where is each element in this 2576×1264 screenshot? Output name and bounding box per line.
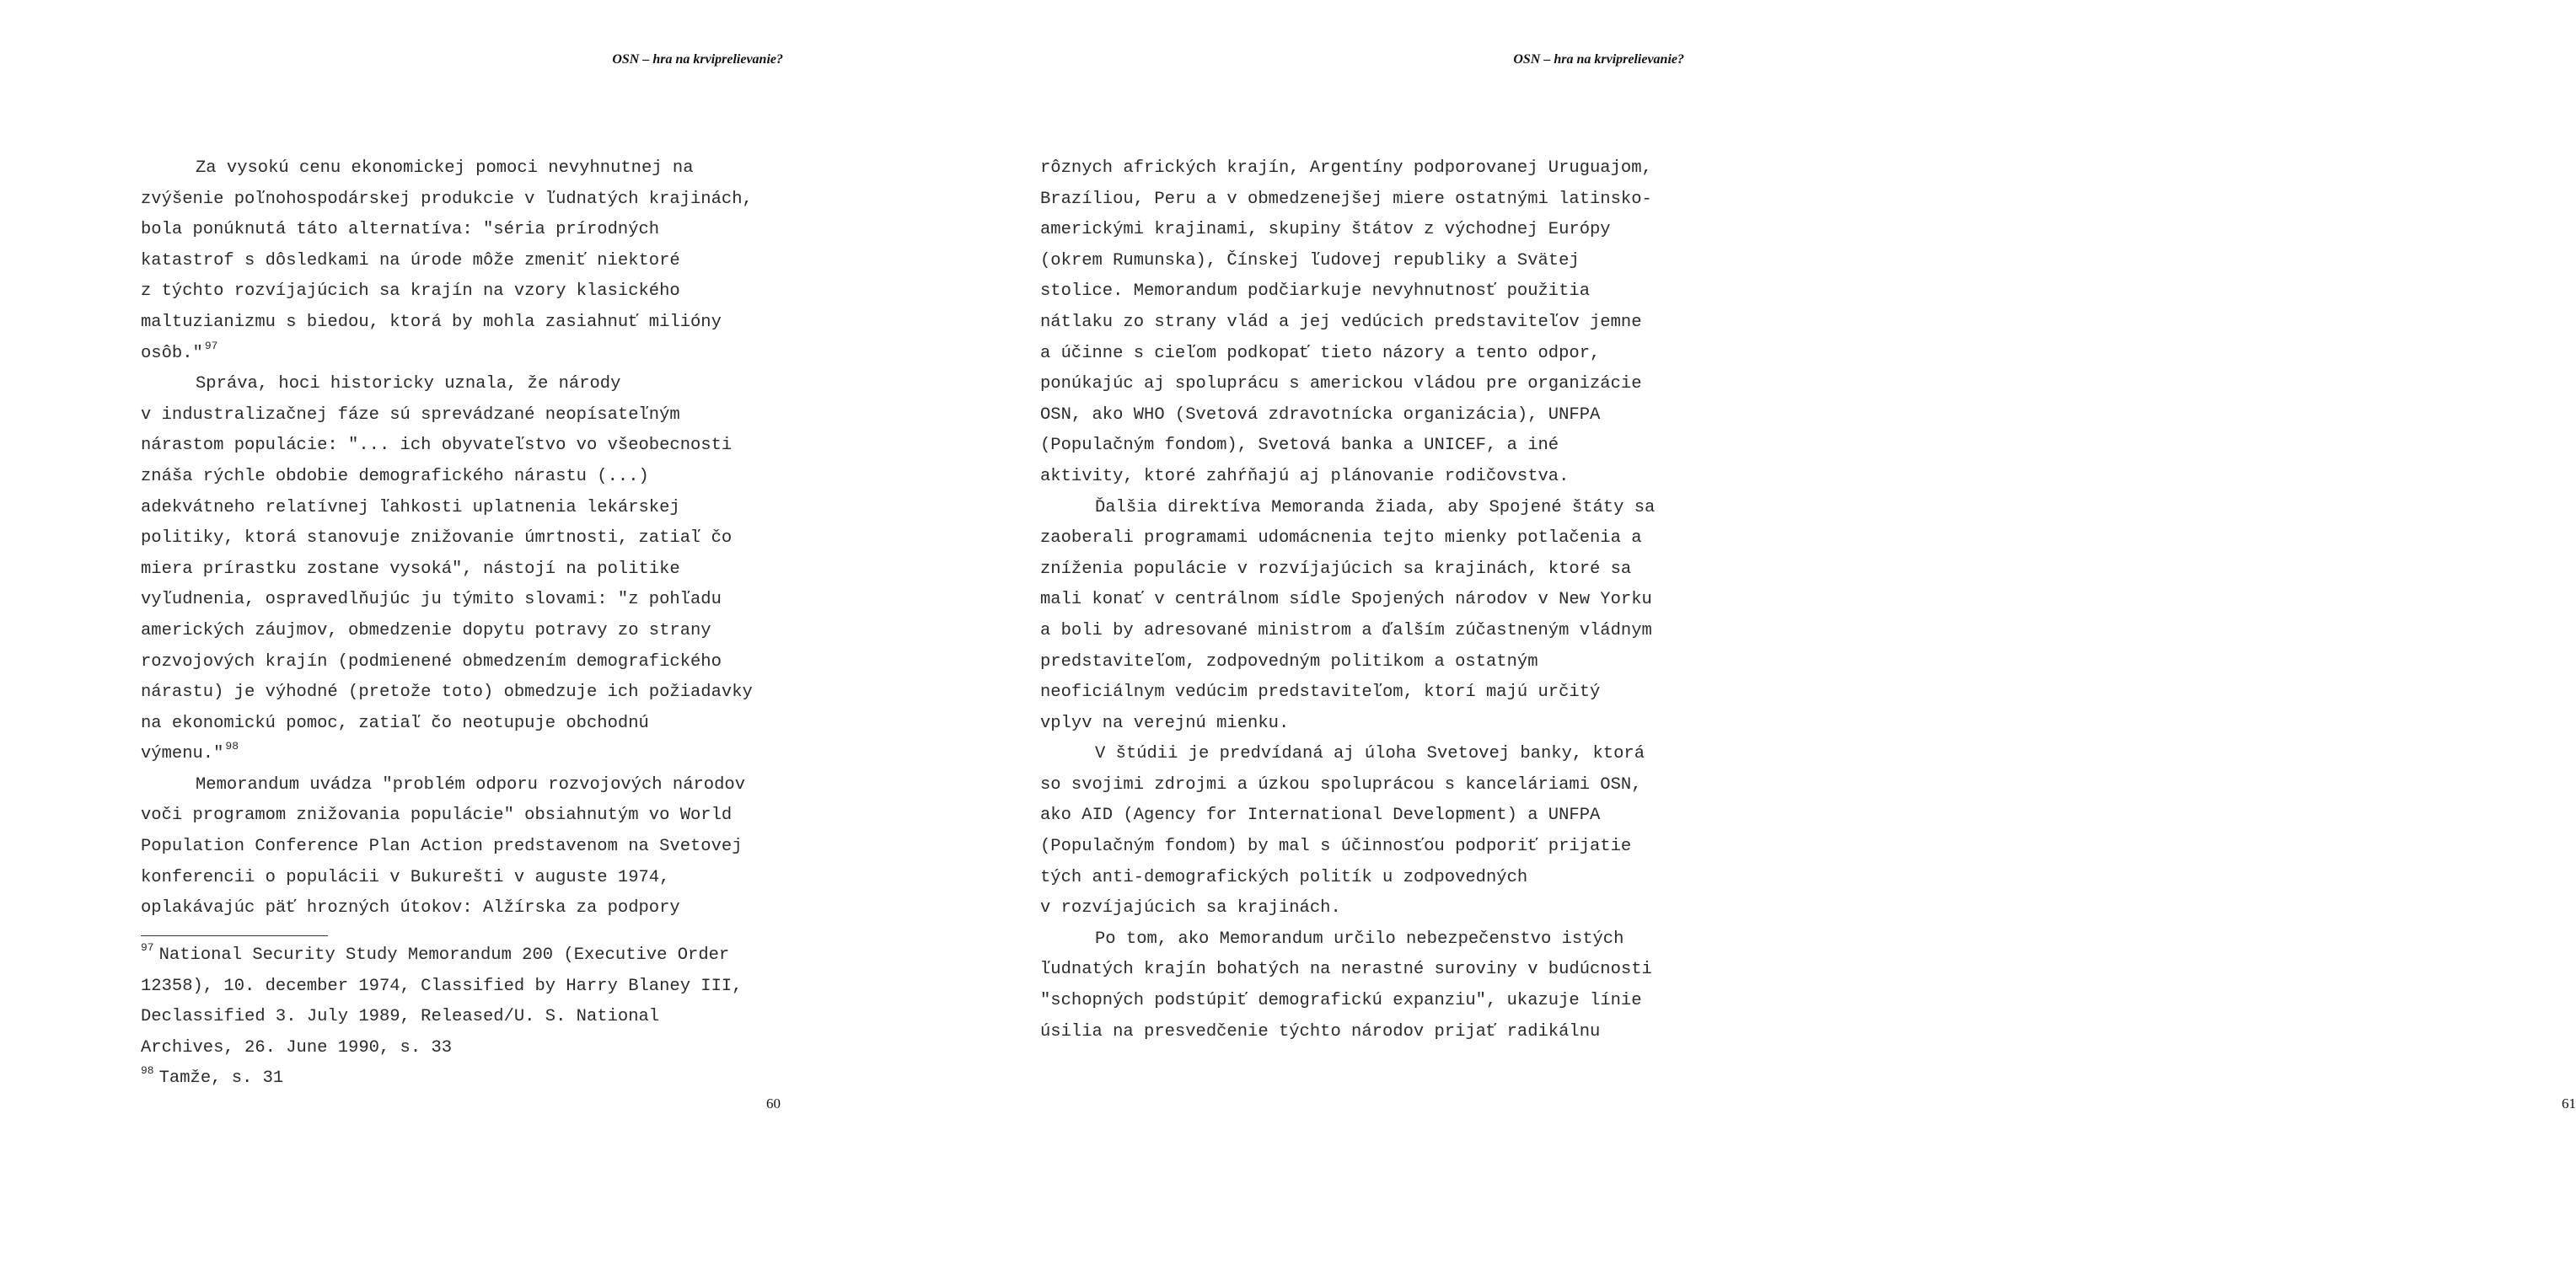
text-line (141, 276, 753, 308)
text-line-content: Memorandum uvádza "problém odporu rozvojových národov (196, 774, 746, 795)
text-line (141, 369, 753, 400)
text-line (1040, 523, 1655, 554)
text-line-content: Za vysokú cenu ekonomickej pomoci nevyhnutnej na (196, 158, 694, 178)
text-line-content: V štúdii je predvídaná aj úloha Svetovej banky, ktorá (1095, 744, 1645, 764)
footnote-separator (141, 935, 328, 936)
text-line-content: Population Conference Plan Action predstavenom na Svetovej (141, 837, 743, 857)
text-line-content: so svojimi zdrojmi a úzkou spoluprácou s kanceláriami OSN, (1040, 774, 1642, 795)
text-line-content: stolice. Memorandum podčiarkuje nevyhnutnosť použitia (1040, 281, 1591, 302)
left-page (0, 0, 894, 1264)
text-line (1040, 185, 1655, 216)
text-line-content: v rozvíjajúcich sa krajinách. (1040, 898, 1341, 919)
text-line (1040, 770, 1655, 801)
text-line-content: zníženia populácie v rozvíjajúcich sa krajinách, ktoré sa (1040, 559, 1632, 579)
text-line (141, 153, 753, 185)
text-line (141, 863, 753, 894)
text-line (141, 801, 753, 832)
text-line (141, 523, 753, 554)
text-line-content: zaoberali programami udomácnenia tejto mienky potlačenia a (1040, 528, 1642, 549)
text-line (1040, 986, 1655, 1017)
text-line (141, 709, 753, 740)
text-line (141, 647, 753, 678)
text-line-content: vplyv na verejnú mienku. (1040, 713, 1290, 733)
text-line (1040, 246, 1655, 277)
text-line-content: amerických záujmov, obmedzenie dopytu potravy zo strany (141, 620, 711, 640)
footnote-text: Declassified 3. July 1989, Released/U. S. National (141, 1007, 660, 1027)
text-line-content: z týchto rozvíjajúcich sa krajín na vzory klasického (141, 281, 680, 302)
text-line-content: americkými krajinami, skupiny štátov z východnej Európy (1040, 220, 1611, 240)
text-line (1040, 647, 1655, 678)
text-line (141, 493, 753, 524)
text-line-content: a boli by adresované ministrom a ďalším zúčastneným vládnym (1040, 620, 1652, 640)
text-line (1040, 1017, 1655, 1048)
text-line (1040, 924, 1655, 956)
text-line-content: ponúkajúc aj spoluprácu s americkou vládou pre organizácie (1040, 374, 1642, 394)
text-line-content: Ďalšia direktíva Memoranda žiada, aby Spojené štáty sa (1095, 497, 1656, 517)
text-line (1040, 369, 1655, 400)
text-line-content: nárastom populácie: "... ich obyvateľstvo vo všeobecnosti (141, 436, 733, 456)
text-line (141, 893, 753, 924)
running-head: OSN – hra na krviprelievanie? (1513, 52, 1684, 67)
text-line (141, 462, 753, 493)
footnote-text: National Security Study Memorandum 200 (Executive Order (158, 945, 730, 965)
text-line-content: nárastu) je výhodné (pretože toto) obmedzuje ich požiadavky (141, 683, 753, 703)
text-line-content: neoficiálnym vedúcim predstaviteľom, ktorí majú určitý (1040, 683, 1601, 703)
text-line-content: OSN, ako WHO (Svetová zdravotnícka organizácia), UNFPA (1040, 404, 1601, 425)
footnote-line (141, 940, 743, 972)
text-line (141, 246, 753, 277)
text-line (1040, 955, 1655, 986)
text-line (1040, 554, 1655, 586)
text-line (1040, 431, 1655, 462)
footnote-text: Archives, 26. June 1990, s. 33 (141, 1037, 453, 1058)
text-line-content: v industralizačnej fáze sú sprevádzané neopísateľným (141, 404, 680, 425)
text-line (141, 832, 753, 863)
footnote-reference[interactable]: 97 (204, 339, 218, 352)
text-line (1040, 493, 1655, 524)
text-line-content: výmenu." (141, 744, 224, 764)
text-line-content: katastrof s dôsledkami na úrode môže zmeniť niektoré (141, 250, 680, 270)
text-line-content: bola ponúknutá táto alternatíva: "séria prírodných (141, 220, 660, 240)
footnote-text: 12358), 10. december 1974, Classified by Harry Blaney III, (141, 976, 743, 996)
text-line-content: zvýšenie poľnohospodárskej produkcie v ľudnatých krajinách, (141, 189, 753, 209)
text-line-content: ako AID (Agency for International Development) a UNFPA (1040, 806, 1601, 826)
text-line-content: adekvátneho relatívnej ľahkosti uplatnenia lekárskej (141, 497, 680, 517)
text-line (1040, 276, 1655, 308)
text-line-content: mali konať v centrálnom sídle Spojených národov v New Yorku (1040, 590, 1652, 610)
text-line-content: znáša rýchle obdobie demografického nárastu (...) (141, 466, 649, 486)
footnote-number: 98 (141, 1064, 154, 1078)
text-line-content: (Populačným fondom) by mal s účinnosťou podporiť prijatie (1040, 837, 1632, 857)
text-line-content: nátlaku zo strany vlád a jej vedúcich predstaviteľov jemne (1040, 312, 1642, 332)
text-line-content: osôb." (141, 343, 203, 363)
text-line (1040, 215, 1655, 246)
text-line-content: Správa, hoci historicky uznala, že národy (196, 374, 621, 394)
text-line (1040, 863, 1655, 894)
footnote-line (141, 972, 743, 1003)
text-line-content: ľudnatých krajín bohatých na nerastné suroviny v budúcnosti (1040, 960, 1652, 980)
text-line (1040, 339, 1655, 370)
text-line (141, 185, 753, 216)
footnote-number: 97 (141, 941, 154, 954)
footnote-reference[interactable]: 98 (225, 740, 239, 753)
text-line (1040, 801, 1655, 832)
text-line (141, 431, 753, 462)
footnotes (141, 940, 743, 1095)
text-line (1040, 400, 1655, 431)
text-line-content: voči programom znižovania populácie" obsiahnutým vo World (141, 806, 733, 826)
text-line (141, 215, 753, 246)
text-line-content: predstaviteľom, zodpovedným politikom a ostatným (1040, 651, 1538, 672)
text-line-content: na ekonomickú pomoc, zatiaľ čo neotupuje obchodnú (141, 713, 649, 733)
text-line-content: vyľudnenia, ospravedlňujúc ju týmito slovami: "z pohľadu (141, 590, 722, 610)
text-line (141, 554, 753, 586)
footnote-line (141, 1002, 743, 1033)
text-line-content: (Populačným fondom), Svetová banka a UNICEF, a iné (1040, 436, 1559, 456)
text-line-content: oplakávajúc päť hrozných útokov: Alžírska za podpory (141, 898, 680, 919)
text-line-content: tých anti-demografických politík u zodpovedných (1040, 867, 1528, 887)
text-line-content: konferencii o populácii v Bukurešti v auguste 1974, (141, 867, 670, 887)
text-line (141, 678, 753, 709)
body-text (1040, 153, 1655, 1047)
text-line-content: politiky, ktorá stanovuje znižovanie úmrtnosti, zatiaľ čo (141, 528, 733, 549)
body-text (141, 153, 753, 924)
text-line-content: Po tom, ako Memorandum určilo nebezpečenstvo istých (1095, 929, 1624, 949)
text-line (1040, 709, 1655, 740)
footnote-text: Tamže, s. 31 (158, 1069, 284, 1089)
text-line (1040, 893, 1655, 924)
text-line (141, 585, 753, 616)
footnote-line (141, 1063, 743, 1095)
text-line-content: Brazíliou, Peru a v obmedzenejšej miere ostatnými latinsko- (1040, 189, 1652, 209)
text-line (1040, 832, 1655, 863)
text-line (1040, 739, 1655, 770)
text-line-content: úsilia na presvedčenie týchto národov prijať radikálnu (1040, 1021, 1601, 1042)
text-line-content: (okrem Rumunska), Čínskej ľudovej republiky a Svätej (1040, 250, 1580, 270)
text-line (1040, 153, 1655, 185)
text-line (1040, 462, 1655, 493)
text-line-content: a účinne s cieľom podkopať tieto názory a tento odpor, (1040, 343, 1601, 363)
right-page (894, 0, 2576, 1264)
running-head: OSN – hra na krviprelievanie? (612, 52, 783, 67)
footnote-line (141, 1033, 743, 1064)
text-line-content: "schopných podstúpiť demografickú expanziu", ukazuje línie (1040, 991, 1642, 1011)
text-line (141, 308, 753, 339)
text-line (141, 739, 753, 770)
text-line (141, 339, 753, 370)
text-line-content: rozvojových krajín (podmienené obmedzením demografického (141, 651, 722, 672)
text-line (141, 400, 753, 431)
text-line-content: aktivity, ktoré zahŕňajú aj plánovanie rodičovstva. (1040, 466, 1570, 486)
text-line-content: miera prírastku zostane vysoká", nástojí na politike (141, 559, 680, 579)
text-line (1040, 616, 1655, 647)
page-number: 61 (2562, 1095, 2576, 1111)
text-line-content: rôznych afrických krajín, Argentíny podporovanej Uruguajom, (1040, 158, 1652, 178)
text-line (1040, 678, 1655, 709)
text-line (141, 770, 753, 801)
page-number: 60 (766, 1095, 781, 1111)
text-line (141, 616, 753, 647)
text-line (1040, 308, 1655, 339)
text-line-content: maltuzianizmu s biedou, ktorá by mohla zasiahnuť milióny (141, 312, 722, 332)
text-line (1040, 585, 1655, 616)
